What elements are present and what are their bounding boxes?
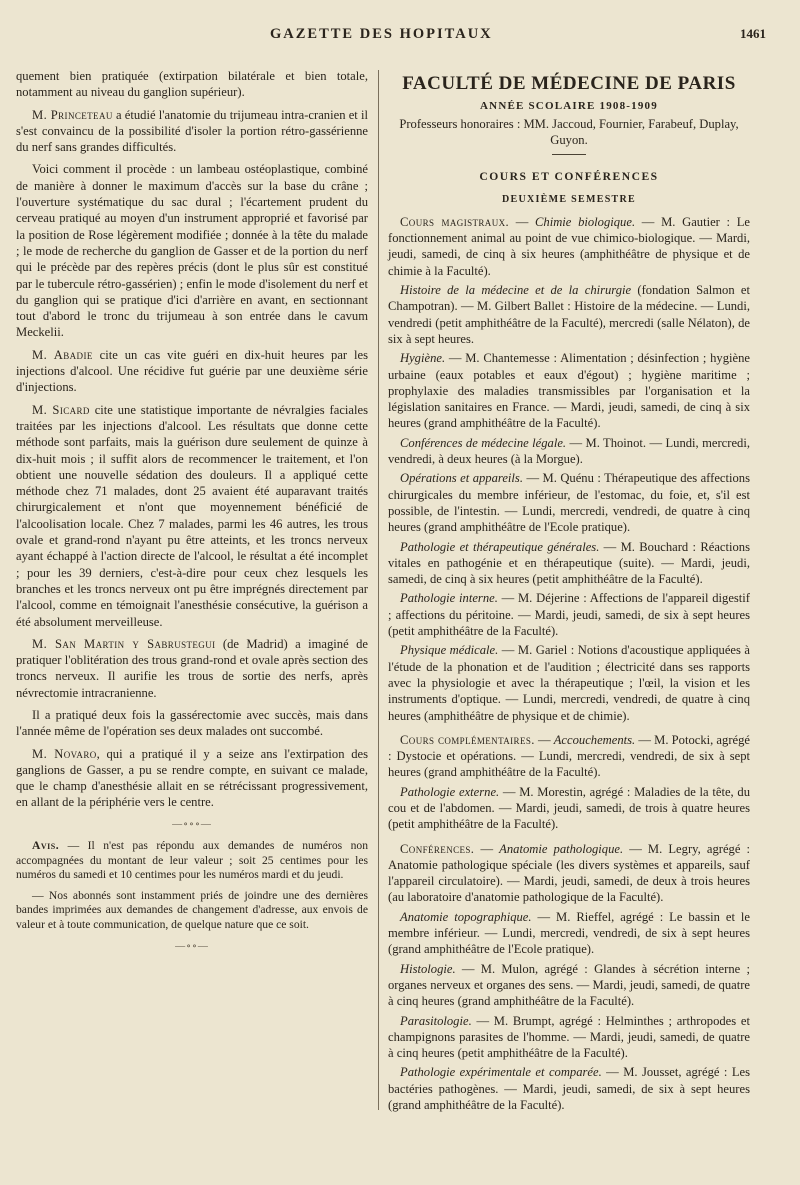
- course-entry: [388, 282, 750, 347]
- paragraph-novaro: [16, 746, 368, 811]
- course-text: — M. Thoinot. — Lundi, mercredi, vendredi, à deux heures (à la Morgue).: [388, 435, 751, 467]
- course-text: (fondation Salmon et Champotran). — M. Gilbert Ballet : Histoire de la médecine. — Lundi, vendredi (petit amphithéâtre de la Faculté), mercredi (salle Nélaton), de six à sept heures.: [388, 283, 750, 346]
- course-subject: Chimie biologique.: [535, 214, 636, 229]
- course-subject: Pathologie interne.: [400, 591, 498, 606]
- category-label: Cours magistraux.: [400, 214, 510, 229]
- notice-text: — Il n'est pas répondu aux demandes de numéros non accompagnées du montant de leur valeur ; soit 25 centimes pour les numéros du samedi et 10 centimes pour les numéros mardi et du jeudi.: [16, 839, 368, 882]
- paragraph-text: a étudié l'anatomie du trijumeau intra-cranien et il s'est convaincu de la possibilité d'isoler la portion rétro-gassérienne du nerf sans grandes difficultés.: [16, 107, 368, 155]
- course-text: — M. Bouchard : Réactions vitales en pathogénie et en thérapeutique (suite). — Mardi, jeudi, samedi, de cinq à six heures (petit amphithéâtre de la Faculté).: [388, 539, 750, 587]
- course-entry: [388, 350, 750, 431]
- paragraph-continuation: quement bien pratiquée (extirpation bilatérale et bien totale, notamment au niveau du ganglion supérieur).: [16, 69, 368, 100]
- paragraph-text: cite une statistique importante de névralgies faciales traitées par les injections d'alcool. Les résultats que donne cette méthode sont parfaits, mais la guérison dure seulement de quinze à dix-huit mois ; il suffit alors de recommencer le traitement, et l'on obtient une nouvelle sédation des douleurs. Il a appliqué cette méthode chez 71 malades, dont 25 avaient été auparavant traités chirurgicalement et n'ont que moyennement bénéficié de l'alcoolisation locale. Chez 7 malades, parmi les 46 autres, les trous ovale et grand-rond n'ayant pu être atteints, et les troncs nerveux ayant échappé à l'action directe de l'alcool, le résultat a été incomplet ; pour les 39 derniers, c'est-à-dire pour ceux chez lesquels les branches et les troncs nerveux ont pu être imprégnés directement par l'alcool, comme en témoignait l'anesthésie consécutive, la guérison a été absolument merveilleuse.: [16, 402, 368, 629]
- paragraph-text: , qui a pratiqué il y a seize ans l'extirpation des ganglions de Gasser, a pu se rendre compte, en suivant ce malade, que le champ d'anesthésie allait en se rétrécissant progressivement, en allant de la périphérie vers le centre.: [16, 746, 369, 810]
- course-subject: Pathologie et thérapeutique générales.: [400, 539, 600, 554]
- course-text: — M. Rieffel, agrégé : Le bassin et le membre inférieur. — Lundi, mercredi, vendredi, de six à sept heures (grand amphithéâtre de l'Ecole pratique).: [388, 909, 750, 957]
- speaker-name: M. San Martin y Sabrustegui: [32, 636, 216, 651]
- paragraph-princeteau: [16, 107, 368, 156]
- notice-label: Avis.: [32, 839, 60, 853]
- speaker-name: M. Princeteau: [32, 107, 113, 122]
- running-head: [0, 26, 800, 48]
- right-column: [388, 68, 750, 1116]
- course-text: — M. Gariel : Notions d'acoustique appliquées à l'étude de la phonation et de l'audition ; électricité dans ses rapports avec la physiologie et avec la thérapeutique ; l'œil, la vision et les instruments d'optique. — Lundi, mercredi, vendredi, de quatre à cinq heures (amphithéâtre de physique et de chimie).: [388, 643, 750, 723]
- course-text: — M. Gautier : Le fonctionnement animal au point de vue chimico-biologique. — Mardi, jeudi, samedi, de cinq à six heures (amphithéâtre de physique et de chimie à la Faculté).: [388, 214, 751, 278]
- journal-title: GAZETTE DES HOPITAUX: [270, 26, 493, 42]
- paragraph-san-martin: [16, 636, 368, 701]
- course-entry: [388, 784, 750, 833]
- course-text: — M. Jousset, agrégé : Les bactéries pathogènes. — Mardi, jeudi, samedi, de six à sept heures (grand amphithéâtre de la Faculté).: [388, 1065, 751, 1113]
- course-subject: Pathologie externe.: [400, 784, 500, 799]
- course-subject: Histologie.: [400, 961, 456, 976]
- course-text: — M. Déjerine : Affections de l'appareil digestif ; affections du péritoine. — Mardi, jeudi, samedi, de six à sept heures (petit amphithéâtre de la Faculté).: [388, 591, 750, 639]
- notice-avis: [16, 839, 368, 883]
- paragraph-abadie: [16, 347, 368, 396]
- course-subject: Parasitologie.: [400, 1013, 472, 1028]
- course-list: [388, 214, 750, 1113]
- course-entry: [388, 909, 750, 958]
- course-subject: Histoire de la médecine et de la chirurgie: [400, 283, 632, 298]
- paragraph-text: (de Madrid) a imaginé de pratiquer l'oblitération des trous grand-rond et ovale après section des troncs nerveux. Il aurifie les trous de sortie des nerfs, après névrectomie intracranienne.: [16, 636, 368, 700]
- course-text: — M. Mulon, agrégé : Glandes à sécrétion interne ; organes nerveux et organes des sens. — Mardi, jeudi, samedi, de quatre à cinq heures (grand amphithéâtre de la Faculté).: [388, 961, 750, 1009]
- category-label: Cours complémentaires.: [400, 732, 535, 747]
- course-entry: Cours complémentaires. — Accouchements. — M. Potocki, agrégé : Dystocie et opérations. — Lundi, mercredi, vendredi, de six à sept heures (grand amphithéâtre de la Faculté).: [388, 732, 750, 780]
- course-text: — M. Chantemesse : Alimentation ; désinfection ; hygiène urbaine (eaux potables et eaux d'égout) ; hygiène maritime ; prophylaxie des maladies transmissibles par l'organisation et la législation sanitaires en France. — Mardi, jeudi, samedi, de cinq à six heures (grand amphithéâtre de la Faculté).: [388, 351, 750, 431]
- section-rule: [552, 154, 586, 155]
- ornament-divider: —∘∘∘—: [172, 818, 212, 830]
- course-entry: [388, 1013, 750, 1062]
- course-subject: Pathologie expérimentale et comparée.: [400, 1065, 602, 1080]
- course-subject: Conférences de médecine légale.: [400, 435, 567, 450]
- course-entry: [388, 961, 750, 1010]
- course-text: — M. Legry, agrégé : Anatomie pathologique spéciale (les divers systèmes et appareils, sauf l'appareil circulatoire). — Mardi, jeudi, samedi, de deux à trois heures (au laboratoire d'anatomie pathologique de la Faculté).: [388, 841, 751, 905]
- course-subject: Opérations et appareils.: [400, 471, 523, 486]
- paragraph-sicard: [16, 402, 368, 630]
- course-text: — M. Morestin, agrégé : Maladies de la tête, du cou et de l'abdomen. — Mardi, jeudi, samedi, de trois à quatre heures (petit amphithéâtre de la Faculté).: [388, 784, 750, 832]
- course-text: — M. Brumpt, agrégé : Helminthes ; arthropodes et champignons parasites de l'homme. — Mardi, jeudi, samedi, de quatre à cinq heures (petit amphithéâtre de la Faculté).: [388, 1013, 750, 1061]
- course-entry: [388, 1064, 750, 1113]
- paragraph-text: cite un cas vite guéri en dix-huit heures par les injections d'alcool. Une récidive fut guérie par une deuxième série d'injections.: [16, 347, 368, 395]
- speaker-name: M. Abadie: [32, 347, 93, 362]
- speaker-name: M. Novaro: [32, 746, 97, 761]
- section-title: COURS ET CONFÉRENCES: [479, 170, 659, 184]
- course-subject: Anatomie pathologique.: [499, 841, 624, 856]
- left-column: [16, 68, 368, 961]
- category-label: Conférences.: [400, 841, 475, 856]
- academic-year: ANNÉE SCOLAIRE 1908-1909: [480, 100, 658, 112]
- course-entry: [388, 590, 750, 639]
- course-subject: Accouchements.: [553, 732, 636, 747]
- course-text: — M. Potocki, agrégé : Dystocie et opérations. — Lundi, mercredi, vendredi, de six à sept heures (grand amphithéâtre de la Faculté).: [388, 732, 750, 780]
- course-entry: [388, 470, 750, 535]
- course-entry: Conférences. — Anatomie pathologique. — M. Legry, agrégé : Anatomie pathologique spéciale (les divers systèmes et appareils, sauf l'appareil circulatoire). — Mardi, jeudi, samedi, de deux à trois heures (au laboratoire d'anatomie pathologique de la Faculté).: [388, 841, 751, 905]
- paragraph-gassérectomie: Il a pratiqué deux fois la gassérectomie avec succès, mais dans l'année même de l'opération ses deux malades ont succombé.: [16, 707, 368, 739]
- course-entry: [388, 435, 750, 468]
- speaker-name: M. Sicard: [32, 402, 90, 417]
- honorary-professors: Professeurs honoraires : MM. Jaccoud, Fournier, Farabeuf, Duplay, Guyon.: [399, 117, 739, 148]
- course-entry: [388, 539, 750, 588]
- ornament-divider: —∘∘—: [175, 940, 209, 952]
- course-subject: Anatomie topographique.: [400, 909, 532, 924]
- course-entry: Cours magistraux. — Chimie biologique. — M. Gautier : Le fonctionnement animal au point de vue chimico-biologique. — Mardi, jeudi, samedi, de cinq à six heures (amphithéâtre de physique et de chimie à la Faculté).: [388, 214, 751, 278]
- course-subject: Hygiène.: [400, 351, 446, 366]
- column-divider: [378, 70, 379, 1110]
- course-entry: [388, 642, 750, 723]
- course-text: — M. Quénu : Thérapeutique des affections chirurgicales du membre inférieur, de l'estomac, du foie, et, s'il est possible, de l'intestin. — Lundi, mercredi, vendredi, de quatre à cinq heures (grand amphithéâtre de l'Ecole pratique).: [388, 471, 750, 535]
- course-subject: Physique médicale.: [400, 643, 499, 658]
- paragraph-procedure: Voici comment il procède : un lambeau ostéoplastique, combiné de manière à donner le maximum d'accès sur la base du crâne ; l'ouverture systématique du sac dural ; l'écartement prudent du cerveau pratiqué au moyen d'un instrument approprié et favorisé par la position de Rose légèrement modifiée ; donnée à la tête du malade ; le mode de recherche du ganglion de Gasser et de la portion du nerf qui le précède par des repères précis (dont le plus sûr est constitué par le tubercule rétro-gassérien) ; enfin le mode d'isolement du nerf et du ganglion qui se pratique d'ici d'arrière en avant, en sectionnant tout d'abord le tronc du trijumeau à son entrée dans le cavum Meckelii.: [16, 162, 368, 340]
- page-number: 1461: [740, 26, 766, 41]
- faculty-title: FACULTÉ DE MÉDECINE DE PARIS: [402, 73, 736, 94]
- notice-subscribers: — Nos abonnés sont instamment priés de joindre une des dernières bandes imprimées aux demandes de changement d'adresse, aux envois de valeur et à toute communication, de quelque nature que ce soit.: [16, 888, 368, 932]
- semester-title: DEUXIÈME SEMESTRE: [501, 193, 637, 205]
